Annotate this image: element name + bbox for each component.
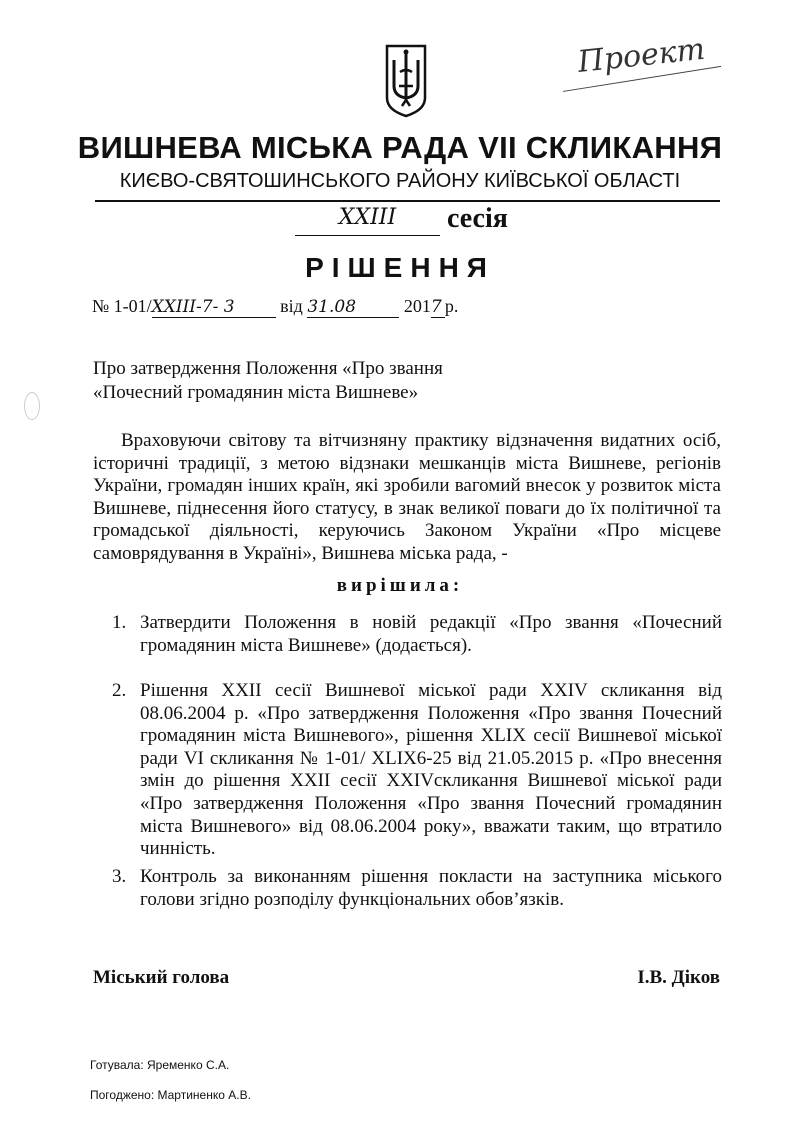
item-number: 1.: [112, 612, 127, 633]
year-prefix: 201: [403, 296, 431, 316]
item-text: Рішення XXII сесії Вишневої міської ради XXIV скликання від 08.06.2004 р. «Про затвердження Положення «Про звання Почесний громадянин міста Вишневого», рішення XLIX сесії Вишневої міської ради VI скликання № 1-01/ XLIX6-25 від 21.05.2015 р. «Про внесення змін до рішення XXII сесії XXIVскликання Вишневої міської ради «Про затвердження Положення «Про звання Почесний громадянин міста Вишневого» від 08.06.2004 року», вважати таким, що втратило чинність.: [140, 680, 722, 860]
item-number: 3.: [112, 866, 127, 887]
agreed-by: Погоджено: Мартиненко А.В.: [90, 1088, 251, 1102]
coat-of-arms-icon: [384, 42, 428, 118]
signature-title: Міський голова: [93, 967, 230, 988]
decision-subject: [93, 357, 443, 405]
date-label: від: [280, 296, 303, 316]
decision-number-line: [92, 296, 458, 318]
session-line: [295, 205, 555, 241]
document-type: РІШЕННЯ: [305, 252, 495, 283]
signature-name: І.В. Діков: [637, 967, 720, 988]
year-digit: 7: [431, 297, 445, 318]
prepared-by: Готувала: Яременко С.А.: [90, 1058, 230, 1072]
decision-item-3: [112, 866, 722, 911]
decision-item-2: [112, 680, 722, 861]
council-district: КИЄВО-СВЯТОШИНСЬКОГО РАЙОНУ КИЇВСЬКОЇ ОБЛАСТІ: [119, 170, 681, 192]
council-title: ВИШНЕВА МІСЬКА РАДА VII СКЛИКАННЯ: [77, 130, 723, 165]
year-suffix: р.: [444, 296, 459, 316]
number-prefix: № 1-01/: [92, 296, 152, 316]
subject-line-1: Про затвердження Положення «Про звання: [93, 358, 443, 379]
decision-item-1: [112, 612, 722, 657]
preamble-paragraph: Враховуючи світову та вітчизняну практику відзначення видатних осіб, історичні традиції, з метою відзнаки мешканців міста Вишневе, регіонів України, громадян інших країн, які зробили вагомий внесок у розвиток міста Вишневе, піднесення його статусу, в знак великої поваги до їх політичної та громадської діяльності, керуючись Законом України «Про місцеве самоврядування в Україні», Вишнева міська рада, -: [93, 430, 721, 564]
punch-hole-mark: [24, 392, 40, 420]
item-text: Контроль за виконанням рішення покласти на заступника міського голови згідно розподілу функціональних обов’язків.: [140, 866, 722, 910]
session-number: XXIII: [295, 205, 440, 236]
draft-handwritten-stamp: Проект: [557, 21, 732, 98]
session-label: сесія: [447, 203, 508, 234]
decided-heading: вирішила:: [336, 575, 464, 596]
item-number: 2.: [112, 680, 127, 701]
header-divider: [95, 200, 720, 202]
decision-number: XXIII-7- 3: [152, 297, 276, 318]
decision-date: 31.08: [307, 297, 399, 318]
subject-line-2: «Почесний громадянин міста Вишневе»: [93, 382, 419, 403]
item-text: Затвердити Положення в новій редакції «Про звання «Почесний громадянин міста Вишневе» (додається).: [140, 612, 722, 656]
